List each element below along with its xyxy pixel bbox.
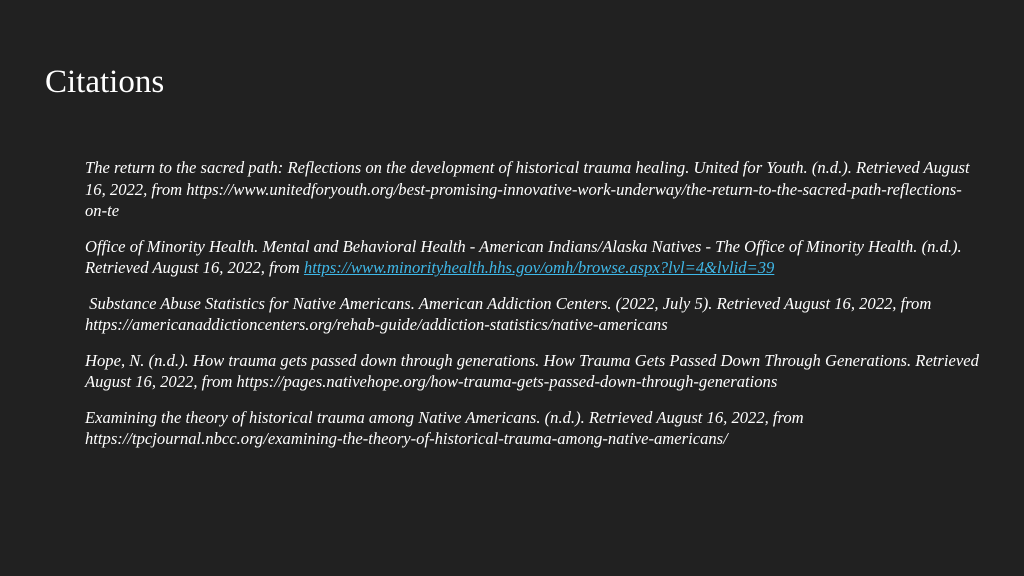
citation-text: Hope, N. (n.d.). How trauma gets passed down through generations. How Trauma Gets Passed Down Through Generations. Retrieved August 16, 2022, from https://pages.nativehope.org/how-trauma-gets-passed-down-through-generations [85,350,979,391]
citation-text: Office of Minority Health. Mental and Behavioral Health - American Indians/Alaska Natives - The Office of Minority Health. (n.d.). Retrieved August 16, 2022, from [85,236,962,277]
citation-item [85,157,980,222]
citation-item [85,236,980,279]
citation-link[interactable]: https://www.minorityhealth.hhs.gov/omh/browse.aspx?lvl=4&lvlid=39 [303,258,775,277]
citations-list [85,157,980,464]
citation-text: The return to the sacred path: Reflections on the development of historical trauma healing. United for Youth. (n.d.). Retrieved August 16, 2022, from https://www.unitedforyouth.org/best-promising-innovative-work-underway/the-return-to-the-sacred-path-reflections-on-te [85,158,970,220]
citation-text: Substance Abuse Statistics for Native Americans. American Addiction Centers. (2022, July 5). Retrieved August 16, 2022, from https://americanaddictioncenters.org/rehab-guide/addiction-statistics/native-americans [85,293,936,334]
citation-item [85,407,980,450]
slide-title: Citations [45,64,165,100]
citation-item [85,293,980,336]
citation-item [85,350,980,393]
citation-text: Examining the theory of historical trauma among Native Americans. (n.d.). Retrieved August 16, 2022, from https://tpcjournal.nbcc.org/examining-the-theory-of-historical-trauma-among-native-americans/ [85,407,804,448]
